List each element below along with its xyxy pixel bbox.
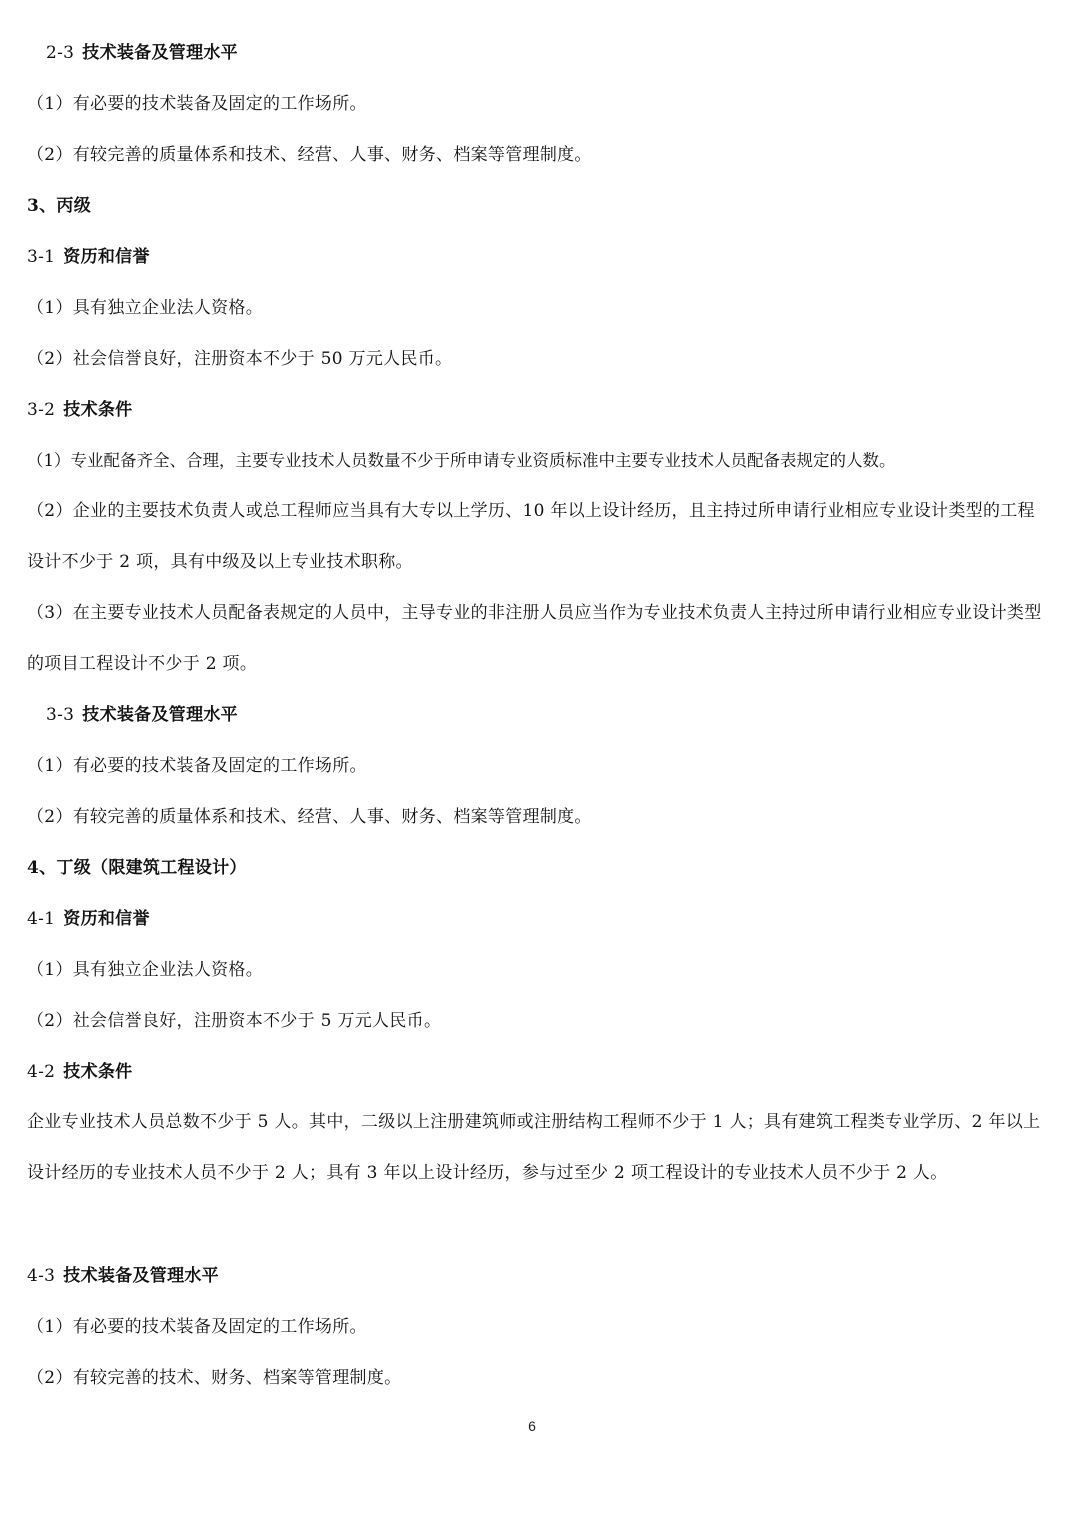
section-number: 3-1 <box>27 247 56 267</box>
section-heading-4-3 <box>27 1264 1047 1288</box>
paragraph-3-3-1: （1）有必要的技术装备及固定的工作场所。 <box>27 756 367 776</box>
paragraph-3-1-2: （2）社会信誉良好，注册资本不少于 50 万元人民币。 <box>27 349 453 369</box>
paragraph-3-2-1: （1）专业配备齐全、合理，主要专业技术人员数量不少于所申请专业资质标准中主要专业技术人员配备表规定的人数。 <box>27 451 896 470</box>
section-number: 4-3 <box>27 1266 56 1286</box>
section-title: 技术条件 <box>63 1062 133 1082</box>
section-title: 技术装备及管理水平 <box>82 705 238 725</box>
section-title: 资历和信誉 <box>63 909 150 929</box>
paragraph-3-3-2: （2）有较完善的质量体系和技术、经营、人事、财务、档案等管理制度。 <box>27 807 592 827</box>
paragraph-4-3-2: （2）有较完善的技术、财务、档案等管理制度。 <box>27 1368 402 1388</box>
page-number: 6 <box>528 1418 536 1434</box>
paragraph-4-1-1: （1）具有独立企业法人资格。 <box>27 960 264 980</box>
section-heading-2-3 <box>46 41 1066 65</box>
section-heading-4-2 <box>27 1060 1047 1084</box>
section-number: 3-2 <box>27 400 56 420</box>
grade-heading-3: 3、丙级 <box>27 196 92 216</box>
paragraph-3-2-2: （2）企业的主要技术负责人或总工程师应当具有大专以上学历、10 年以上设计经历，且主持过所申请行业相应专业设计类型的工程设计不少于 2 项，具有中级及以上专业技术职称。 <box>27 501 1035 572</box>
section-number: 2-3 <box>46 43 75 63</box>
paragraph-2-3-1: （1）有必要的技术装备及固定的工作场所。 <box>27 94 367 114</box>
section-heading-3-1 <box>27 245 1047 269</box>
section-number: 4-2 <box>27 1062 56 1082</box>
section-number: 3-3 <box>46 705 75 725</box>
section-heading-4-1 <box>27 907 1047 931</box>
section-title: 技术装备及管理水平 <box>82 43 238 63</box>
section-number: 4-1 <box>27 909 56 929</box>
grade-heading-4: 4、丁级（限建筑工程设计） <box>27 858 247 878</box>
paragraph-2-3-2: （2）有较完善的质量体系和技术、经营、人事、财务、档案等管理制度。 <box>27 145 592 165</box>
section-heading-3-3 <box>46 703 1066 727</box>
section-title: 技术条件 <box>63 400 133 420</box>
paragraph-4-1-2: （2）社会信誉良好，注册资本不少于 5 万元人民币。 <box>27 1011 442 1031</box>
paragraph-3-2-3: （3）在主要专业技术人员配备表规定的人员中，主导专业的非注册人员应当作为专业技术负责人主持过所申请行业相应专业设计类型的项目工程设计不少于 2 项。 <box>27 603 1042 674</box>
section-heading-3-2 <box>27 398 1047 422</box>
paragraph-4-3-1: （1）有必要的技术装备及固定的工作场所。 <box>27 1317 367 1337</box>
paragraph-3-1-1: （1）具有独立企业法人资格。 <box>27 298 264 318</box>
section-title: 资历和信誉 <box>63 247 150 267</box>
paragraph-4-2: 企业专业技术人员总数不少于 5 人。其中，二级以上注册建筑师或注册结构工程师不少于 1 人；具有建筑工程类专业学历、2 年以上设计经历的专业技术人员不少于 2 人；具有 3 年以上设计经历，参与过至少 2 项工程设计的专业技术人员不少于 2 人。 <box>27 1112 1041 1183</box>
section-title: 技术装备及管理水平 <box>63 1266 219 1286</box>
